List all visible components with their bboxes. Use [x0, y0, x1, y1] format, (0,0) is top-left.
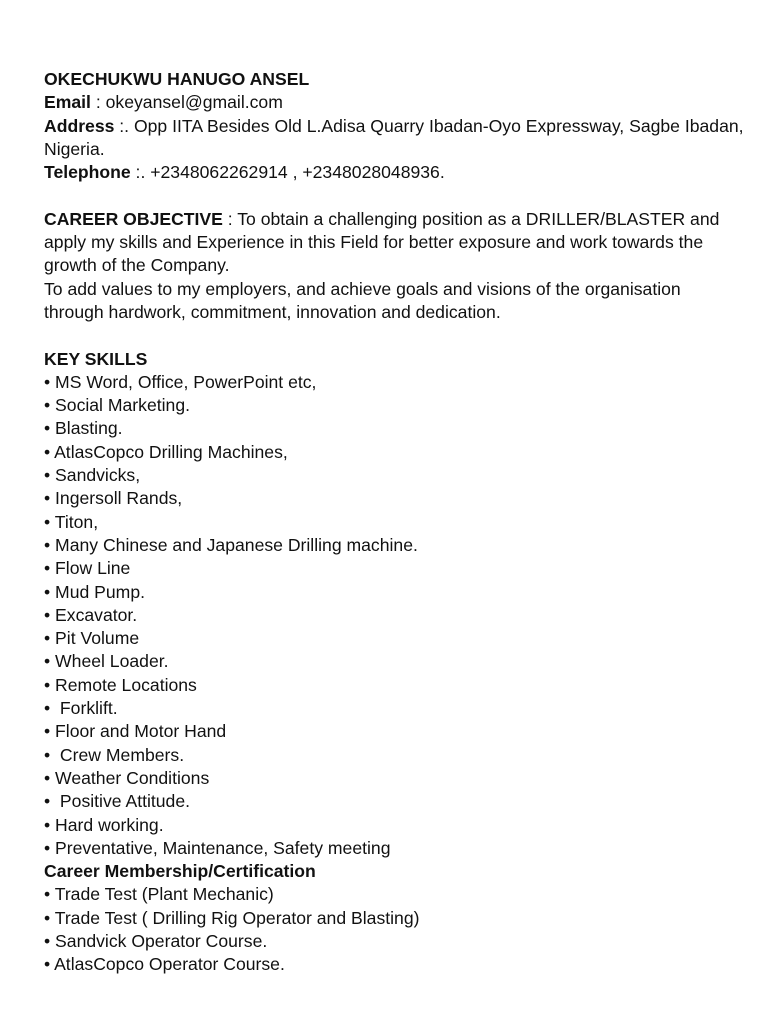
list-item: • AtlasCopco Operator Course.: [44, 954, 285, 975]
telephone-line: [44, 161, 744, 184]
list-item: • Sandvick Operator Course.: [44, 930, 268, 951]
list-item: • Hard working.: [44, 814, 164, 835]
candidate-name: OKECHUKWU HANUGO ANSEL: [44, 69, 310, 89]
career-objective-heading: CAREER OBJECTIVE: [44, 208, 223, 229]
telephone-value: :. +2348062262914 , +2348028048936.: [130, 162, 445, 183]
section-spacer: [44, 184, 744, 207]
key-skills-heading: KEY SKILLS: [44, 348, 148, 369]
list-item: • Flow Line: [44, 558, 131, 579]
resume-page: [44, 68, 749, 977]
list-item: • Sandvicks,: [44, 465, 141, 486]
key-skills-list: [44, 371, 744, 860]
career-objective-paragraph: [44, 208, 744, 278]
list-item: • Floor and Motor Hand: [44, 721, 227, 742]
list-item: • Crew Members.: [44, 744, 185, 765]
email-line: [44, 91, 744, 114]
list-item: • Many Chinese and Japanese Drilling machine.: [44, 534, 418, 555]
list-item: • Blasting.: [44, 418, 123, 439]
list-item: • AtlasCopco Drilling Machines,: [44, 441, 288, 462]
list-item: • Trade Test ( Drilling Rig Operator and Blasting): [44, 907, 420, 928]
list-item: • Forklift.: [44, 698, 118, 719]
list-item: • Remote Locations: [44, 674, 197, 695]
address-line: [44, 115, 749, 162]
list-item: • Trade Test (Plant Mechanic): [44, 884, 274, 905]
section-spacer: [44, 324, 744, 347]
list-item: • Excavator.: [44, 604, 138, 625]
telephone-label: Telephone: [44, 162, 131, 183]
email-value[interactable]: okeyansel@gmail.com: [105, 92, 283, 113]
list-item: • Social Marketing.: [44, 395, 190, 416]
certification-heading: Career Membership/Certification: [44, 861, 316, 882]
list-item: • Preventative, Maintenance, Safety meeting: [44, 837, 391, 858]
email-label: Email: [44, 92, 91, 113]
list-item: • Mud Pump.: [44, 581, 146, 602]
list-item: • Pit Volume: [44, 628, 140, 649]
email-separator: :: [90, 92, 106, 113]
address-label: Address: [44, 115, 115, 136]
list-item: • Weather Conditions: [44, 767, 210, 788]
list-item: • MS Word, Office, PowerPoint etc,: [44, 371, 317, 392]
list-item: • Titon,: [44, 511, 99, 532]
certification-list: [44, 883, 744, 976]
career-objective-text: : To obtain a challenging position as a DRILLER/BLASTER and apply my skills and Experience in this Field for better exposure and work towards the growth of the Company.: [44, 208, 725, 276]
list-item: • Wheel Loader.: [44, 651, 169, 672]
address-value: :. Opp IITA Besides Old L.Adisa Quarry Ibadan-Oyo Expressway, Sagbe Ibadan, Nigeria.: [44, 115, 749, 159]
list-item: • Positive Attitude.: [44, 791, 191, 812]
list-item: • Ingersoll Rands,: [44, 488, 183, 509]
career-objective-text-2: To add values to my employers, and achieve goals and visions of the organisation through hardwork, commitment, innovation and dedication.: [44, 278, 686, 322]
